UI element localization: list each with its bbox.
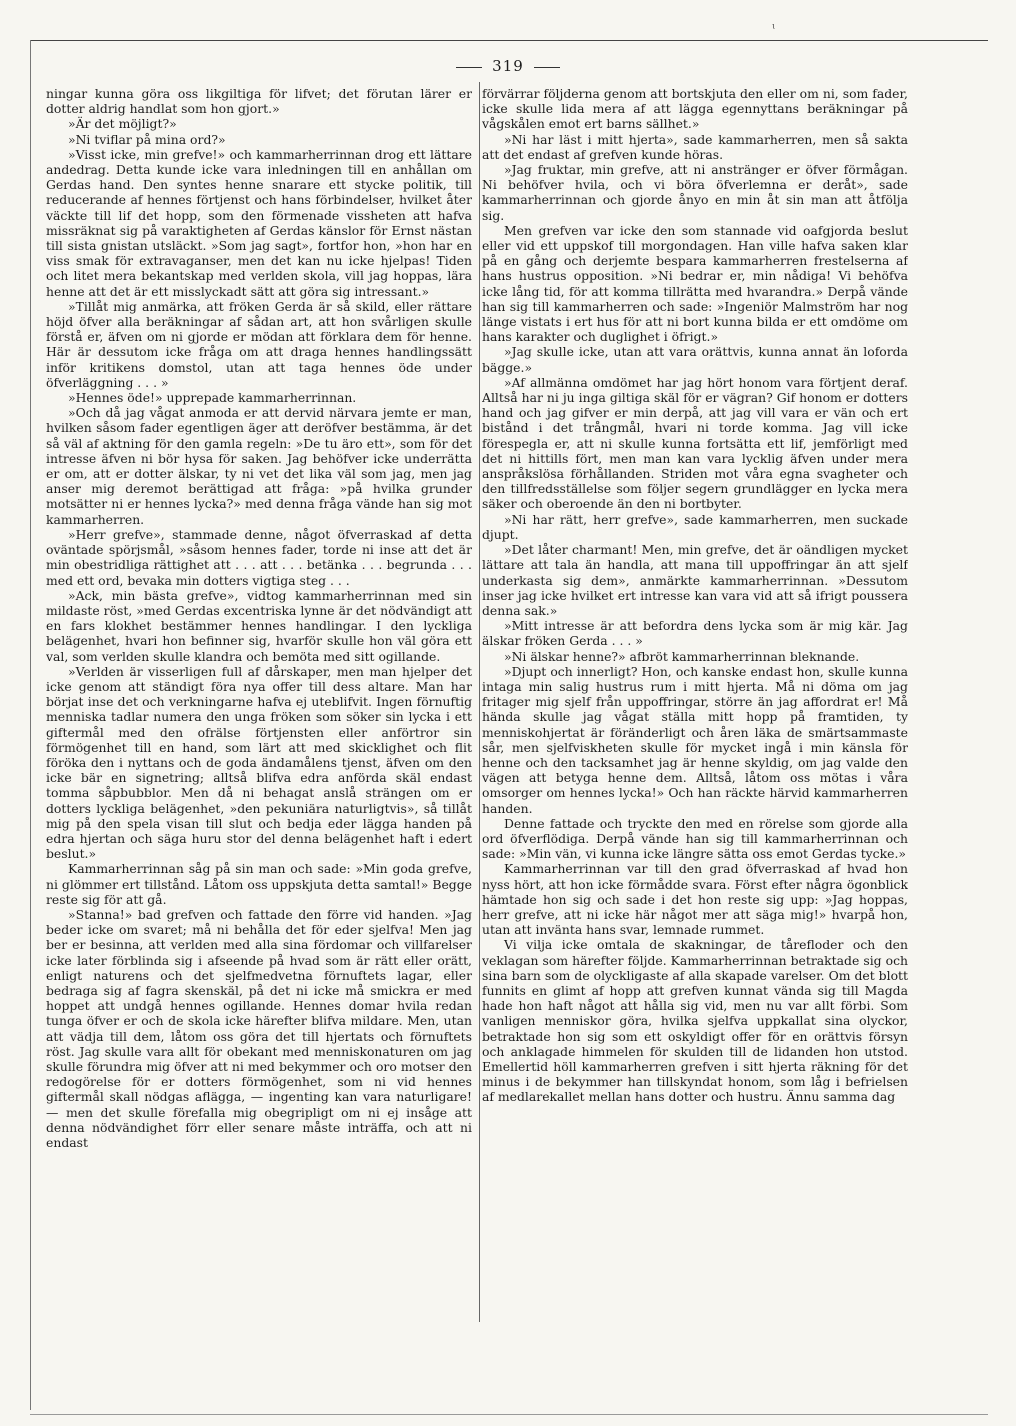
paragraph: »Stanna!» bad grefven och fattade den förre vid handen. »Jag beder icke om svaret; må ni behålla det för eder sjelfva! Men jag ber er besinna, att verlden med alla sina fördomar och villfarelser icke later förblinda sig i afseende på hvad som är rätt eller orätt, enligt naturens och det sjelfmedvetna förnuftets lagar, eller bedraga sig af fagra skenskäl, på det ni icke må smickra er med hoppet att undgå hennes ogillande. Hennes domar hvila redan tunga öfver er och de skola icke härefter blifva mildare. Men, utan att vädja till dem, låtom oss göra det till hjertats och förnuftets röst. Jag skulle vara allt för obekant med menniskonaturen om jag skulle förundra mig öfver att ni med bekymmer och oro motser den redogörelse för er dotters förmögenhet, som ni vid hennes giftermål skall nödgas aflägga, — ingenting kan vara naturligare! — men det skulle förefalla mig obegripligt om ni ej insåge att denna nödvändighet förr eller senare måste inträffa, och att ni endast: [46, 906, 472, 1151]
paragraph: »Är det möjligt?»: [68, 116, 177, 132]
paragraph: »Tillåt mig anmärka, att fröken Gerda är så skild, eller rättare höjd öfver alla beräkningar af sådan art, att hon svårligen skulle förstå er, äfven om ni gjorde er mödan att förklara dem för henne. Här är dessutom icke fråga om att draga hennes handlingssätt inför kritikens domstol, utan att taga hennes öde under öfverläggning . . . »: [46, 298, 472, 390]
paragraph: »Ni tviflar på mina ord?»: [68, 131, 226, 147]
paragraph: Kammarherrinnan såg på sin man och sade: »Min goda grefve, ni glömmer ert tillstånd. Låtom oss uppskjuta detta samtal!» Begge reste sig för att gå.: [46, 861, 472, 907]
paragraph: Vi vilja icke omtala de skakningar, de tårefloder och den veklagan som härefter följde. Kammarherrinnan betraktade sig och sina barn som de olyckligaste af alla skapade varelser. Om det blott funnits en glimt af hopp att grefven kunnat vända sig till Magda hade hon haft något att hålla sig vid, men nu var allt förbi. Som vanligen menniskor göra, hvilka sjelfva uppkallat sina olyckor, betraktade hon sig som ett oskyldigt offer för en orättvis försyn och anklagade himmelen för skulden till de lidanden hon utstod. Emellertid höll kammarherren grefven i sitt hjerta räkning för det minus i de bekymmer han tillskyndat honom, som låg i befrielsen af medlarekallet mellan hans dotter och hustru. Ännu samma dag: [482, 937, 908, 1105]
left-frame-rule: [30, 40, 31, 1410]
corner-mark: ɩ: [772, 22, 776, 32]
paragraph: »Jag skulle icke, utan att vara orättvis, kunna annat än loforda bägge.»: [482, 344, 908, 375]
bottom-rule: [30, 1414, 988, 1415]
paragraph: »Mitt intresse är att befordra dens lycka som är mig kär. Jag älskar fröken Gerda . . . »: [482, 618, 908, 649]
paragraph: förvärrar följderna genom att bortskjuta den eller om ni, som fader, icke skulle lida mera af att lägga egennyttans beräkningar på vågskålen emot ert barns sällhet.»: [482, 86, 908, 132]
paragraph: »Jag fruktar, min grefve, att ni anstränger er öfver förmågan. Ni behöfver hvila, och vi böra öfverlemna er deråt», sade kammarherrinnan och gjorde ånyo en min åt sin man att åtfölja sig.: [482, 162, 908, 223]
paragraph: ningar kunna göra oss likgiltiga för lifvet; det förutan lärer er dotter aldrig handlat som hon gjort.»: [46, 86, 472, 117]
dash-right: [534, 67, 560, 68]
page-number: 319: [492, 57, 524, 75]
left-column: [46, 86, 472, 1316]
paragraph: »Hennes öde!» upprepade kammarherrinnan.: [68, 390, 357, 406]
paragraph: »Verlden är visserligen full af dårskaper, men man hjelper det icke genom att ständigt föra nya offer till dess altare. Man har börjat inse det och verkningarne hafva ej uteblifvit. Ingen förnuftig menniska tadlar numera den unga fröken som söker sin lycka i ett giftermål med den ofrälse förtjensten eller anförtror sin förmögenhet till en hand, som lärt att med skicklighet och flit föröka den i nyttans och de goda ändamålens tjenst, äfven om den icke bär en signetring; alltså blifva edra anförda skäl endast tomma såpbubblor. Men då ni behagat anslå strängen om er dotters lyckliga belägenhet, »den pekuniära naturligtvis», så tillåt mig på den spela visan till slut och bedja eder lägga handen på edra hjertan och säga huru stor del denna belägenhet haft i edert beslut.»: [46, 663, 472, 862]
paragraph: »Visst icke, min grefve!» och kammarherrinnan drog ett lättare andedrag. Detta kunde icke vara inledningen till en anhållan om Gerdas hand. Den syntes henne snarare ett stycke politik, till reducerande af hennes förtjenst och hans förbindelser, hvilket åter väckte till lif det hopp, som den förmenade vissheten att hafva missräknat sig på varaktigheten af Gerdas känslor för Ernst nästan till sista gnistan utsläckt. »Som jag sagt», fortfor hon, »hon har en viss smak för extravaganser, men det kan nu icke hjelpas! Tiden och litet mera bekantskap med verlden skola, vill jag hoppas, lära henne att det är ett misslyckadt sätt att göra sig intressant.»: [46, 146, 472, 299]
paragraph: »Af allmänna omdömet har jag hört honom vara förtjent deraf. Alltså har ni ju inga giltiga skäl för er vägran? Gif honom er dotters hand och jag gifver er min derpå, att jag vill vara er vän och ert bistånd i det trångmål, hvari ni torde komma. Jag vill icke förespegla er, att ni skulle kunna fortsätta ett lif, jemförligt med det ni hittills fört, men man kan vara lycklig äfven under mera anspråkslösa förhållanden. Striden mot våra egna svagheter och den tillfredsställelse som följer segern grundlägger en lycka mera säker och oberoende än den ni bortbyter.: [482, 374, 908, 512]
column-divider: [479, 82, 480, 1322]
paragraph: Men grefven var icke den som stannade vid oafgjorda beslut eller vid ett uppskof till morgondagen. Han ville hafva saken klar på en gång och derjemte bespara kammarherren frestelserna af hans hustrus opposition. »Ni bedrar er, min nådiga! Vi behöfva icke lång tid, för att komma tillrätta med hvarandra.» Derpå vände han sig till kammarherren och sade: »Ingeniör Malmström har nog länge vistats i ert hus för att ni bort kunna bilda er ett omdöme om hans karakter och duglighet i öfrigt.»: [482, 222, 908, 345]
paragraph: »Och då jag vågat anmoda er att dervid närvara jemte er man, hvilken såsom fader egentligen äger att deröfver bestämma, är det så väl af aktning för den gamla regeln: »De tu äro ett», som för det intresse äfven ni bör hysa för saken. Jag behöfver icke underrätta er om, att er dotter älskar, ty ni vet det lika väl som jag, men jag anser mig deremot berättigad att fråga: »på hvilka grunder motsätter ni er hennes lycka?» med denna fråga vände han sig mot kammarherren.: [46, 405, 472, 527]
paragraph: »Djupt och innerligt? Hon, och kanske endast hon, skulle kunna intaga min salig hustrus rum i mitt hjerta. Må ni döma om jag fritager mig sjelf från uppoffringar, större än jag affordrat er! Må hända skulle jag vågat ställa mitt hopp på framtiden, ty menniskohjertat är föränderligt och åren läka de smärtsammaste sår, men sjelfviskheten skulle för mycket ingå i min känsla för henne och den tacksamhet jag är henne skyldig, om jag valde den vägen att betyga henne dem. Alltså, låtom oss mötas i våra omsorger om hennes lycka!» Och han räckte härvid kammarherren handen.: [482, 663, 908, 816]
paragraph: »Ack, min bästa grefve», vidtog kammarherrinnan med sin mildaste röst, »med Gerdas excentriska lynne är det nödvändigt att en fars klokhet bestämmer hennes handlingar. I den lyckliga belägenhet, hvari hon befinner sig, hvarför skulle hon väl göra ett val, som verlden skulle klandra och bemöta med sitt ogillande.: [46, 587, 472, 664]
paragraph: »Ni har rätt, herr grefve», sade kammarherren, men suckade djupt.: [482, 511, 908, 542]
paragraph: Denne fattade och tryckte den med en rörelse som gjorde alla ord öfverflödiga. Derpå vände han sig till kammarherrinnan och sade: »Min vän, vi kunna icke längre sätta oss emot Gerdas tycke.»: [482, 815, 908, 862]
paragraph: »Ni älskar henne?» afbröt kammarherrinnan bleknande.: [504, 648, 860, 664]
top-frame-rule: [30, 40, 988, 41]
paragraph: »Herr grefve», stammade denne, något öfverraskad af detta oväntade spörjsmål, »såsom hennes fader, torde ni inse att det är min obestridliga rättighet att . . . att . . . betänka . . . begrunda . . . med ett ord, bevaka min dotters vigtiga steg . . .: [46, 526, 472, 588]
dash-left: [456, 67, 482, 68]
paragraph: »Det låter charmant! Men, min grefve, det är oändligen mycket lättare att tala än handla, att mana till uppoffringar än att sjelf underkasta sig dem», anmärkte kammarherrinnan. »Dessutom inser jag icke hvilket ert intresse kan vara vid att så ifrigt poussera denna sak.»: [482, 542, 908, 618]
paragraph: »Ni har läst i mitt hjerta», sade kammarherren, men så sakta att det endast af grefven kunde höras.: [482, 131, 908, 162]
right-column: [482, 86, 908, 1316]
page-number-header: [0, 57, 1016, 75]
paragraph: Kammarherrinnan var till den grad öfverraskad af hvad hon nyss hört, att hon icke förmådde svara. Först efter några ögonblick hämtade hon sig och sade i det hon reste sig upp: »Jag hoppas, herr grefve, att ni icke här något mer att säga mig!» hvarpå hon, utan att invänta hans svar, lemnade rummet.: [482, 861, 908, 938]
